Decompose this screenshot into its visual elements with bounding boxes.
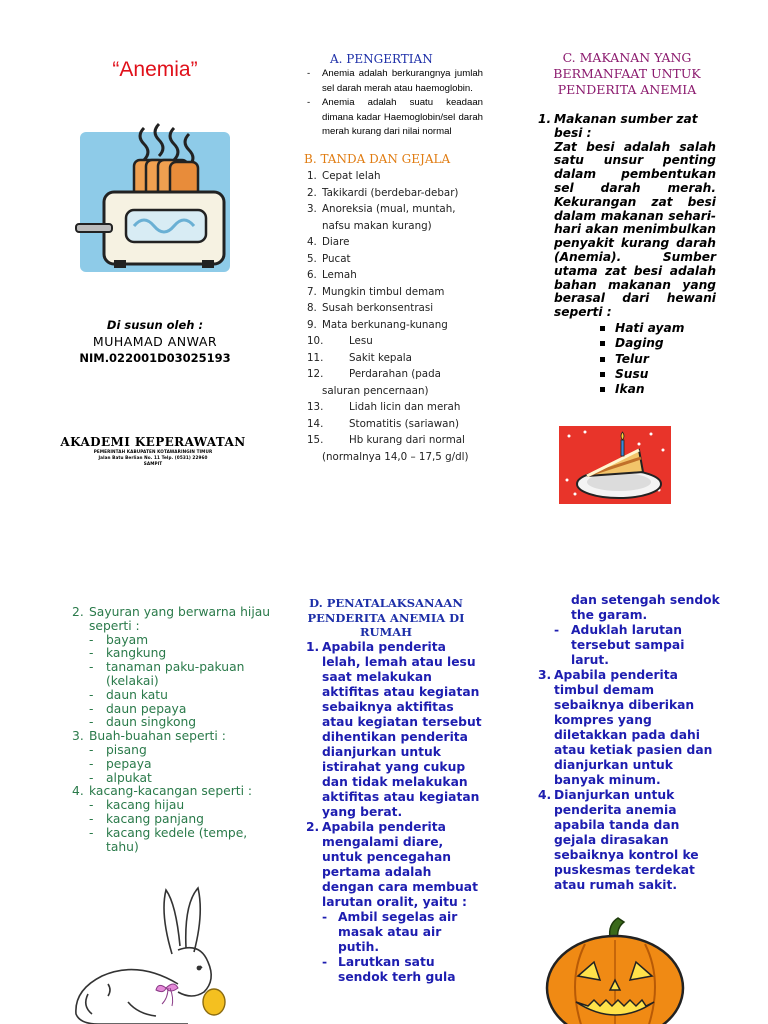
item-number: 2. xyxy=(307,186,317,199)
item-text: Mata berkunang-kunang xyxy=(322,318,448,331)
item-number: 1. xyxy=(306,640,320,654)
list-item: - pepaya xyxy=(89,758,272,772)
item-number: 1. xyxy=(538,112,552,126)
section-c-heading xyxy=(532,50,722,98)
item-lead: Makanan sumber zat besi : xyxy=(554,112,698,140)
item-text: Takikardi (berdebar-debar) xyxy=(322,186,459,199)
item-number: 6. xyxy=(307,269,317,281)
item-number: 3. xyxy=(72,729,84,744)
list-item: Ikan xyxy=(600,382,716,397)
list-item: - kacang hijau xyxy=(89,799,272,813)
list-item xyxy=(307,300,485,317)
item-number: 11. xyxy=(307,351,324,364)
institution-line-1: PEMERINTAH KABUPATEN KOTAWARINGIN TIMUR xyxy=(93,449,213,454)
item-number: 3. xyxy=(307,203,317,215)
item-text: Apabila penderita timbul demam sebaiknya diberikan kompres yang diletakkan pada dahi atau ketiak pasien dan dianjurkan untuk banyak minum. xyxy=(554,668,713,787)
list-item: - Anemia adalah suatu keadaan dimana kadar Haemoglobin/sel darah merah kurang dari nilai normal xyxy=(305,96,483,140)
item-number: 15. xyxy=(307,434,324,446)
item-text: Perdarahan (pada xyxy=(349,368,441,380)
iron-paragraph: Zat besi adalah salah satu unsur penting dalam pembentukan sel darah merah. Kekurangan zat besi dalam makanan sehari-hari akan menimbulkan penyakit kurang darah (Anemia). Sumber utama zat besi adalah bahan makanan yang berasal dari hewani seperti : xyxy=(554,139,716,320)
item-number: 12. xyxy=(307,368,324,380)
item-lead: kacang-kacangan seperti : xyxy=(89,784,253,799)
section-c-body xyxy=(538,113,716,397)
section-d-item-2 xyxy=(306,820,486,910)
list-item xyxy=(307,234,485,251)
vegetables-list xyxy=(72,634,272,731)
item-number: 9. xyxy=(307,318,317,331)
list-item xyxy=(307,366,485,399)
list-item xyxy=(307,185,485,202)
item-text: Lemah xyxy=(322,269,357,281)
cake-slice-icon xyxy=(555,420,675,508)
item-text: Mungkin timbul demam xyxy=(322,285,445,298)
item-text: Sakit kepala xyxy=(349,351,412,364)
section-d-continued xyxy=(538,593,723,893)
oralit-steps-list xyxy=(306,910,486,985)
compiled-by-label: Di susun oleh : xyxy=(106,318,204,332)
institution-block xyxy=(48,435,258,467)
item-number: 4. xyxy=(72,784,84,799)
beans-list xyxy=(72,799,272,854)
food-sources-continued xyxy=(72,606,272,854)
list-item: - kacang kedele (tempe, tahu) xyxy=(89,827,272,855)
item-number: 2. xyxy=(306,820,320,834)
section-d-item-4 xyxy=(538,788,723,893)
author-nim: NIM.022001D03025193 xyxy=(79,351,231,365)
oralit-steps-list-continued xyxy=(538,623,723,668)
step-continuation: dan setengah sendok the garam. xyxy=(571,593,720,622)
section-d-heading xyxy=(300,596,472,640)
section-a-heading: A. PENGERTIAN xyxy=(330,52,433,66)
item-text: Lesu xyxy=(349,335,373,347)
item-number: 7. xyxy=(307,285,317,298)
fruits-item xyxy=(72,730,272,744)
author-name: MUHAMAD ANWAR xyxy=(92,334,218,349)
section-c-heading-line: C. MAKANAN YANG xyxy=(562,50,692,65)
section-c-heading-line: PENDERITA ANEMIA xyxy=(557,82,697,97)
item-text: Cepat lelah xyxy=(322,170,381,182)
section-d-heading-line: PENDERITA ANEMIA DI xyxy=(307,610,465,625)
beans-item xyxy=(72,785,272,799)
pumpkin-icon xyxy=(540,916,690,1024)
brochure-title: “Anemia” xyxy=(112,58,198,81)
item-number: 4. xyxy=(307,236,317,248)
item-text: Diare xyxy=(322,236,350,248)
item-number: 13. xyxy=(307,401,324,413)
list-item: - Aduklah larutan tersebut sampai larut. xyxy=(554,623,723,668)
item-text: Dianjurkan untuk penderita anemia apabila tanda dan gejala dirasakan sebaiknya kontrol ke puskesmas terdekat atau rumah sakit. xyxy=(554,788,699,892)
list-item xyxy=(307,432,485,465)
list-item xyxy=(307,399,485,416)
item-number: 14. xyxy=(307,417,324,430)
item-lead: Buah-buahan seperti : xyxy=(89,729,226,744)
author-block xyxy=(60,318,250,365)
section-b-list xyxy=(307,168,485,465)
section-c-heading-line: BERMANFAAT UNTUK xyxy=(553,66,701,81)
vegetables-item xyxy=(72,606,272,634)
list-item: - daun katu xyxy=(89,689,272,703)
item-lead: Sayuran yang berwarna hijau seperti : xyxy=(89,605,271,633)
section-a-list xyxy=(305,67,483,140)
section-b-heading: B. TANDA DAN GEJALA xyxy=(304,152,451,166)
section-d-item-1 xyxy=(306,640,486,820)
list-item: - daun pepaya xyxy=(89,703,272,717)
fruits-list xyxy=(72,744,272,785)
animal-sources-list xyxy=(538,321,716,397)
list-item: - tanaman paku-pakuan (kelakai) xyxy=(89,661,272,689)
institution-name: AKADEMI KEPERAWATAN xyxy=(60,435,246,449)
toaster-icon xyxy=(74,122,242,280)
list-item xyxy=(307,267,485,284)
list-item xyxy=(307,168,485,185)
list-item: Hati ayam xyxy=(600,321,716,336)
institution-line-3: SAMPIT xyxy=(143,461,163,466)
list-item: Susu xyxy=(600,367,716,382)
section-c-item-1 xyxy=(538,113,716,141)
item-number: 8. xyxy=(307,302,317,314)
list-item: - daun singkong xyxy=(89,716,272,730)
list-item xyxy=(307,201,485,234)
section-d-heading-line: RUMAH xyxy=(359,625,413,639)
rabbit-icon xyxy=(68,884,248,1024)
list-item xyxy=(307,333,485,350)
item-number: 4. xyxy=(538,788,552,802)
item-number: 2. xyxy=(72,605,84,619)
item-text: Anoreksia (mual, muntah, xyxy=(322,203,456,215)
list-item: - Larutkan satu sendok terh gula xyxy=(322,955,486,985)
list-item: Daging xyxy=(600,336,716,351)
item-text: Apabila penderita lelah, lemah atau lesu saat melakukan aktifitas atau kegiatan sebaiknya aktifitas atau kegiatan tersebut dihentikan penderita dianjurkan untuk istirahat yang cukup dan tidak melakukan aktifitas atau kegiatan yang berat. xyxy=(322,640,482,819)
item-text: Lidah licin dan merah xyxy=(349,401,461,413)
item-text: Stomatitis (sariawan) xyxy=(349,417,460,430)
list-item: - Ambil segelas air masak atau air putih. xyxy=(322,910,486,955)
list-item xyxy=(307,284,485,301)
item-number: 10. xyxy=(307,335,324,347)
item-text: Pucat xyxy=(322,252,351,265)
item-number: 3. xyxy=(538,668,552,682)
list-item xyxy=(307,317,485,334)
list-item xyxy=(307,350,485,367)
item-text-continued: (normalnya 14,0 – 17,5 g/dl) xyxy=(322,450,469,463)
section-d-body xyxy=(306,640,486,985)
item-text-continued: saluran pencernaan) xyxy=(322,384,429,397)
list-item: - kangkung xyxy=(89,647,272,661)
section-d-heading-line: D. PENATALAKSANAAN xyxy=(309,596,463,610)
item-text: Apabila penderita mengalami diare, untuk pencegahan pertama adalah dengan cara membuat larutan oralit, yaitu : xyxy=(322,820,478,909)
section-d-item-3 xyxy=(538,668,723,788)
list-item: - kacang panjang xyxy=(89,813,272,827)
list-item: Telur xyxy=(600,352,716,367)
item-text-continued: nafsu makan kurang) xyxy=(322,219,432,232)
list-item: - Anemia adalah berkurangnya jumlah sel darah merah atau haemoglobin. xyxy=(305,67,483,96)
list-item: - bayam xyxy=(89,634,272,648)
list-item xyxy=(307,251,485,268)
item-number: 5. xyxy=(307,252,317,265)
institution-line-2: Jalan Batu Berlian No. 11 Telp. (0531) 22960 xyxy=(98,455,208,460)
list-item: - pisang xyxy=(89,744,272,758)
item-text: Hb kurang dari normal xyxy=(349,434,465,446)
item-number: 1. xyxy=(307,170,317,182)
list-item: - alpukat xyxy=(89,772,272,786)
list-item xyxy=(307,416,485,433)
item-text: Susah berkonsentrasi xyxy=(322,302,434,314)
